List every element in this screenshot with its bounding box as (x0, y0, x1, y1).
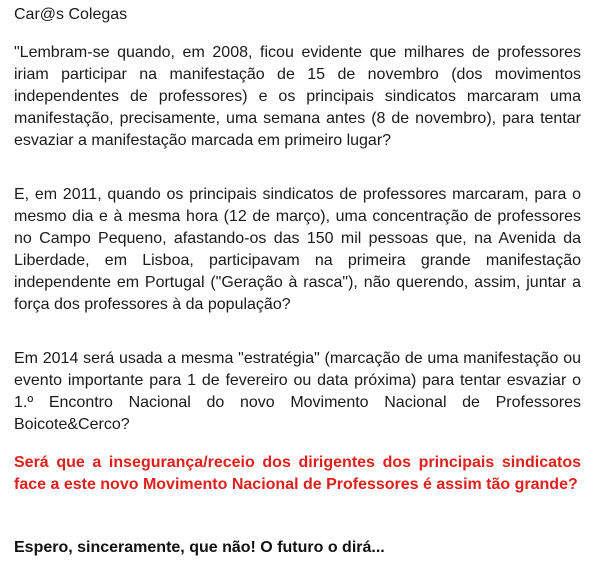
highlight-question: Será que a insegurança/receio dos dirigentes dos principais sindicatos face a este novo Movimento Nacional de Professores é assim tão grande? (14, 454, 581, 493)
paragraph-2014: Em 2014 será usada a mesma "estratégia" (marcação de uma manifestação ou evento importante para 1 de fevereiro ou data próxima) para tentar esvaziar o 1.º Encontro Nacional do novo Movimento Nacional de Professores Boicote&Cerco? (14, 350, 581, 433)
paragraph-2011: E, em 2011, quando os principais sindicatos de professores marcaram, para o mesmo dia e à mesma hora (12 de março), uma concentração de professores no Campo Pequeno, afastando-os das 150 mil pessoas que, na Avenida da Liberdade, em Lisboa, participavam na primeira grande manifestação independente em Portugal ("Geração à rasca"), não querendo, assim, juntar a força dos professores à da população? (14, 186, 581, 313)
paragraph-2008: "Lembram-se quando, em 2008, ficou evidente que milhares de professores iriam participar na manifestação de 15 de novembro (dos movimentos independentes de professores) e os principais sindicatos marcaram uma manifestação, precisamente, uma semana antes (8 de novembro), para tentar esvaziar a manifestação marcada em primeiro lugar? (14, 44, 581, 149)
greeting: Car@s Colegas (14, 6, 128, 23)
closing-line: Espero, sinceramente, que não! O futuro o dirá... (14, 539, 385, 556)
